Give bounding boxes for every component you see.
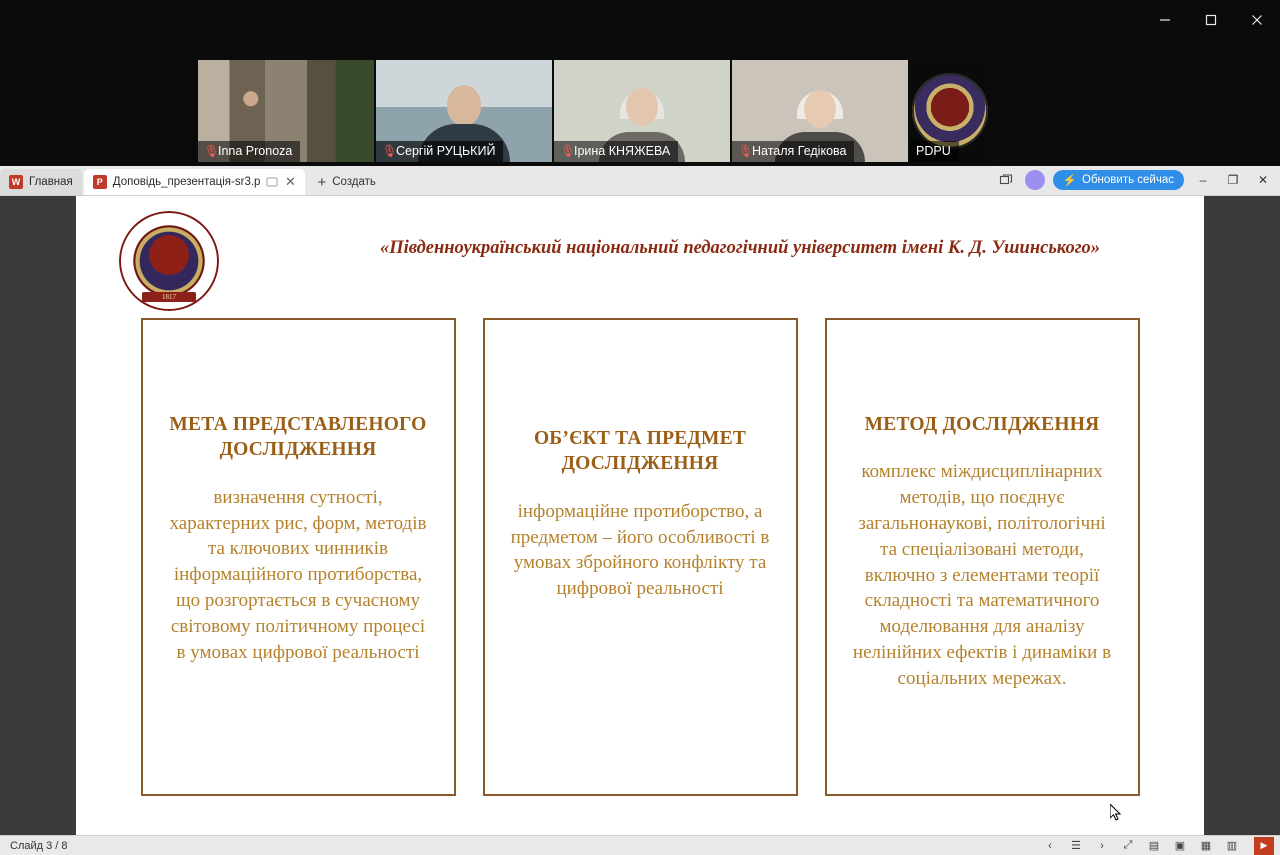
update-now-button[interactable] [1053, 170, 1184, 190]
card-method [825, 318, 1140, 796]
tab-home[interactable] [0, 169, 82, 195]
card-body: інформаційне протиборство, а предметом – його особливості в умовах збройного конфлікту та цифрової реальності [510, 500, 770, 600]
card-object-subject [483, 318, 798, 796]
window-controls [1142, 0, 1280, 40]
slide-canvas[interactable] [76, 196, 1204, 835]
reading-view-icon[interactable]: ▥ [1226, 840, 1238, 852]
app-restore-button[interactable]: ❐ [1227, 173, 1239, 187]
update-now-label: Обновить сейчас [1082, 174, 1174, 186]
participant-tile[interactable] [198, 60, 374, 162]
participant-tile[interactable] [732, 60, 908, 162]
participant-name: PDPU [916, 144, 951, 158]
participant-tiles [198, 60, 990, 162]
card-heading: МЕТОД ДОСЛІДЖЕННЯ [864, 414, 1100, 435]
participant-label [554, 141, 678, 162]
status-bar-actions [1042, 837, 1274, 855]
avatar [626, 88, 658, 126]
participant-name: Ірина КНЯЖЕВА [574, 144, 671, 158]
single-slide-view-icon[interactable]: ▣ [1174, 840, 1186, 852]
card-body: комплекс міждисциплінарних методів, що поєднує загальнонаукові, політологічні та спеціалізовані методи, включно з елементами теорії складності та математичного моделювання для аналізу нелінійних ефектів і динаміки в соціальних мережах. [852, 461, 1112, 689]
mic-muted-icon: 🎙 [738, 144, 754, 158]
avatar [804, 90, 836, 128]
university-title: «Південноукраїнський національний педагогічний університет імені К. Д. Ушинського» [379, 238, 1101, 258]
slide-cards [76, 318, 1204, 796]
start-slideshow-button[interactable]: ▶ [1254, 837, 1274, 855]
participant-tile[interactable] [554, 60, 730, 162]
new-tab-button[interactable] [307, 169, 385, 195]
university-logo-icon [119, 211, 219, 311]
window-maximize-button[interactable] [1188, 0, 1234, 40]
app-minimize-button[interactable]: – [1199, 173, 1207, 187]
participant-name: Inna Pronoza [218, 144, 293, 158]
next-slide-icon[interactable]: › [1100, 839, 1104, 852]
card-body: визначення сутності, характерних рис, форм, методів та ключових чинників інформаційного протиборства, що розгортається в сучасному світовому політичному процесі в умовах цифрової реальності [169, 486, 427, 663]
tab-label: Главная [29, 176, 73, 188]
tab-bar-actions [995, 165, 1280, 195]
card-goal [141, 318, 456, 796]
slide-counter: Слайд 3 / 8 [10, 839, 68, 852]
app-tab-bar [0, 166, 1280, 196]
plus-icon: + [317, 173, 327, 191]
lightning-icon: ⚡ [1062, 175, 1078, 187]
mic-muted-icon: 🎙 [382, 144, 398, 158]
presentation-file-icon: P [93, 175, 107, 189]
multi-window-icon[interactable] [995, 169, 1017, 191]
participant-label [732, 141, 854, 162]
card-heading: ОБ’ЄКТ ТА ПРЕДМЕТ ДОСЛІДЖЕННЯ [533, 428, 747, 475]
tab-label: Доповідь_презентація-sr3.p [112, 176, 261, 188]
participant-name: Наталя Гедікова [752, 144, 847, 158]
participant-name: Сергій РУЦЬКИЙ [396, 144, 496, 158]
new-tab-label: Создать [332, 176, 376, 188]
window-minimize-button[interactable] [1142, 0, 1188, 40]
tab-close-icon[interactable]: ✕ [284, 174, 296, 189]
status-bar [0, 835, 1280, 855]
slide-header [76, 196, 1204, 324]
participant-label [198, 141, 300, 162]
grid-view-icon[interactable]: ▦ [1200, 840, 1212, 852]
logo-year: 1817 [162, 293, 176, 301]
participant-tile-active[interactable] [376, 60, 552, 162]
app-close-button[interactable]: ✕ [1257, 173, 1269, 187]
mic-muted-icon: 🎙 [560, 144, 576, 158]
window-close-button[interactable] [1234, 0, 1280, 40]
tab-preview-icon[interactable] [266, 176, 278, 188]
fit-to-window-icon[interactable]: ⤢ [1123, 839, 1133, 851]
wps-home-icon: W [9, 175, 23, 189]
previous-slide-icon[interactable]: ‹ [1048, 839, 1052, 852]
mic-muted-icon: 🎙 [204, 144, 220, 158]
participant-label [376, 141, 503, 162]
notes-view-icon[interactable]: ▤ [1148, 840, 1160, 852]
participant-tile[interactable] [910, 60, 990, 162]
participant-label [910, 141, 959, 162]
video-conference-bar [0, 0, 1280, 166]
tab-presentation[interactable] [84, 169, 306, 195]
card-heading: МЕТА ПРЕДСТАВЛЕНОГО ДОСЛІДЖЕННЯ [169, 414, 427, 461]
mouse-cursor-icon [1110, 804, 1121, 821]
university-emblem-icon [912, 73, 988, 149]
avatar [447, 85, 481, 125]
slide-list-icon[interactable]: ☰ [1071, 840, 1081, 852]
user-avatar[interactable] [1025, 170, 1045, 190]
slide-workspace [0, 196, 1280, 835]
